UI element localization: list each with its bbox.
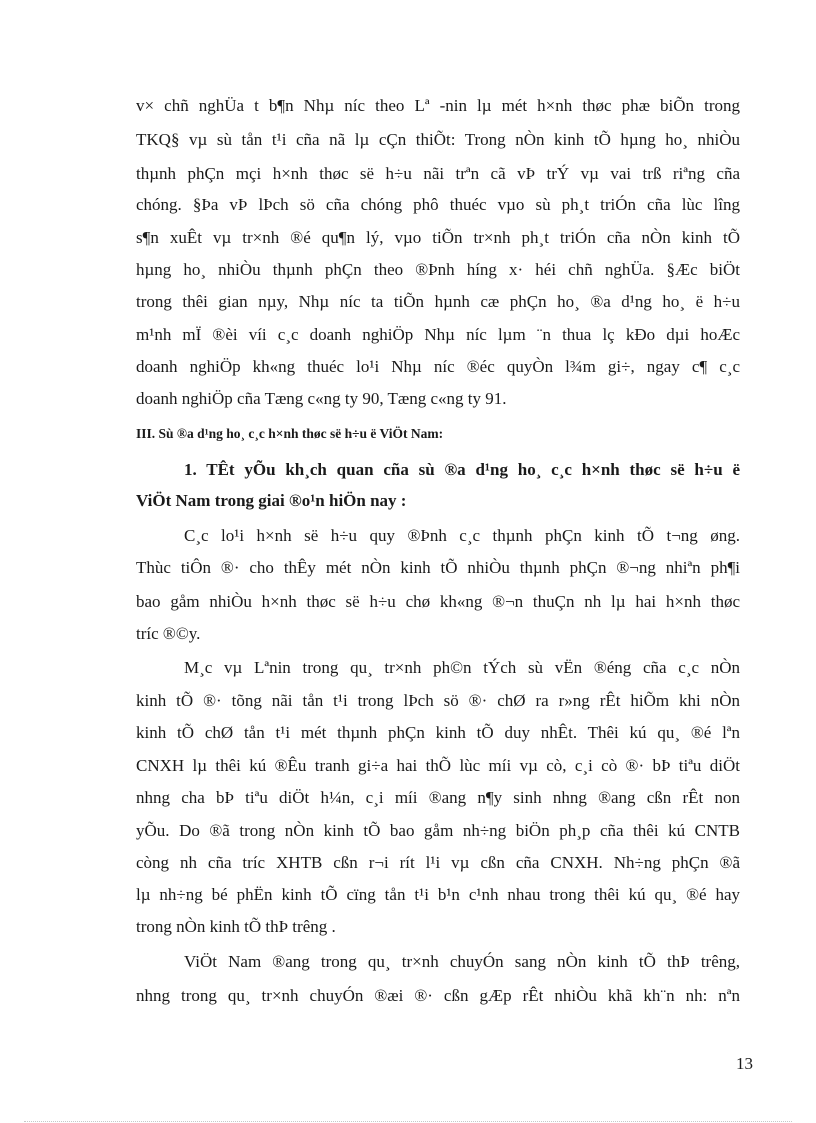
subheading: ViÖt Nam trong giai ®o¹n hiÖn nay :	[136, 491, 407, 510]
text-line: nhng cha bÞ tiªu diÖt h¼n, c¸i míi ®ang n¶y sinh nhng ®ang cßn rÊt non	[136, 788, 740, 807]
text-line: doanh nghiÖp cña Tæng c«ng ty 90, Tæng c«ng ty 91.	[136, 389, 507, 408]
text-line: kinh tÕ chØ tån t¹i mét thµnh phÇn kinh tÕ duy nhÊt. Thêi kú qu¸ ®é lªn	[136, 723, 740, 742]
text-line: doanh nghiÖp kh«ng thuéc lo¹i Nhµ níc ®éc quyÒn l¾m gi÷, ngay c¶ c¸c	[136, 357, 740, 376]
text-line: C¸c lo¹i h×nh së h÷u quy ®Þnh c¸c thµnh phÇn kinh tÕ t¬ng øng.	[184, 526, 740, 545]
text-line: kinh tÕ ®· tõng nãi tån t¹i trong lÞch sö ®· chØ ra r»ng rÊt hiÕm khi nÒn	[136, 691, 740, 710]
text-line: bao gåm nhiÒu h×nh thøc së h÷u chø kh«ng ®¬n thuÇn nh lµ hai h×nh thøc	[136, 592, 740, 611]
text-line: còng nh cña tríc XHTB cßn r¬i rít l¹i vµ cßn cña CNXH. Nh÷ng phÇn ®ã	[136, 853, 740, 872]
text-line: tríc ®©y.	[136, 624, 201, 643]
text-line: CNXH lµ thêi kú ®Êu tranh gi÷a hai thÕ lùc míi vµ cò, c¸i cò ®· bÞ tiªu diÖt	[136, 756, 740, 775]
text-line: v× chñ nghÜa t b¶n Nhµ níc theo Lª -nin lµ mét h×nh thøc phæ biÕn trong	[136, 96, 740, 115]
page-bottom-divider	[24, 1121, 792, 1122]
text-line: trong thêi gian nµy, Nhµ níc ta tiÕn hµnh cæ phÇn ho¸ ®a d¹ng ho¸ ë h÷u	[136, 292, 740, 311]
text-line: TKQ§ vµ sù tån t¹i cña nã lµ cÇn thiÕt: Trong nÒn kinh tÕ hµng ho¸ nhiÒu	[136, 130, 740, 149]
text-line: trong nÒn kinh tÕ thÞ trêng .	[136, 917, 336, 936]
text-line: ViÖt Nam ®ang trong qu¸ tr×nh chuyÓn sang nÒn kinh tÕ thÞ trêng,	[184, 952, 740, 971]
subheading: 1. TÊt yÕu kh¸ch quan cña sù ®a d¹ng ho¸ c¸c h×nh thøc së h÷u ë	[184, 460, 740, 479]
text-line: nhng trong qu¸ tr×nh chuyÓn ®æi ®· cßn gÆp rÊt nhiÒu khã kh¨n nh: nªn	[136, 986, 740, 1005]
text-line: M¸c vµ Lªnin trong qu¸ tr×nh ph©n tÝch sù vËn ®éng cña c¸c nÒn	[184, 658, 740, 677]
text-line: lµ nh÷ng bé phËn kinh tÕ cïng tån t¹i b¹n c¹nh nhau trong thêi kú qu¸ ®é hay	[136, 885, 740, 904]
text-line: thµnh phÇn mçi h×nh thøc së h÷u nãi trªn cã vÞ trÝ vµ vai trß riªng cña	[136, 164, 740, 183]
text-line: s¶n xuÊt vµ tr×nh ®é qu¶n lý, vµo tiÕn tr×nh ph¸t triÓn cña nÒn kinh tÕ	[136, 228, 740, 247]
text-line: hµng ho¸ nhiÒu thµnh phÇn theo ®Þnh híng x· héi chñ nghÜa. §Æc biÖt	[136, 260, 740, 279]
text-line: Thùc tiÔn ®· cho thÊy mét nÒn kinh tÕ nhiÒu thµnh phÇn ®¬ng nhiªn ph¶i	[136, 558, 740, 577]
section-heading: III. Sù ®a d¹ng ho¸ c¸c h×nh thøc së h÷u ë ViÖt Nam:	[136, 426, 444, 441]
text-line: yÕu. Do ®ã trong nÒn kinh tÕ bao gåm nh÷ng biÖn ph¸p cña thêi kú CNTB	[136, 821, 740, 840]
text-line: m¹nh mÏ ®èi víi c¸c doanh nghiÖp Nhµ níc lµm ¨n thua lç kÐo dµi hoÆc	[136, 325, 740, 344]
text-line: chóng. §Þa vÞ lÞch sö cña chóng phô thuéc vµo sù ph¸t triÓn cña lùc lîng	[136, 195, 740, 214]
page-number: 13	[736, 1054, 753, 1073]
